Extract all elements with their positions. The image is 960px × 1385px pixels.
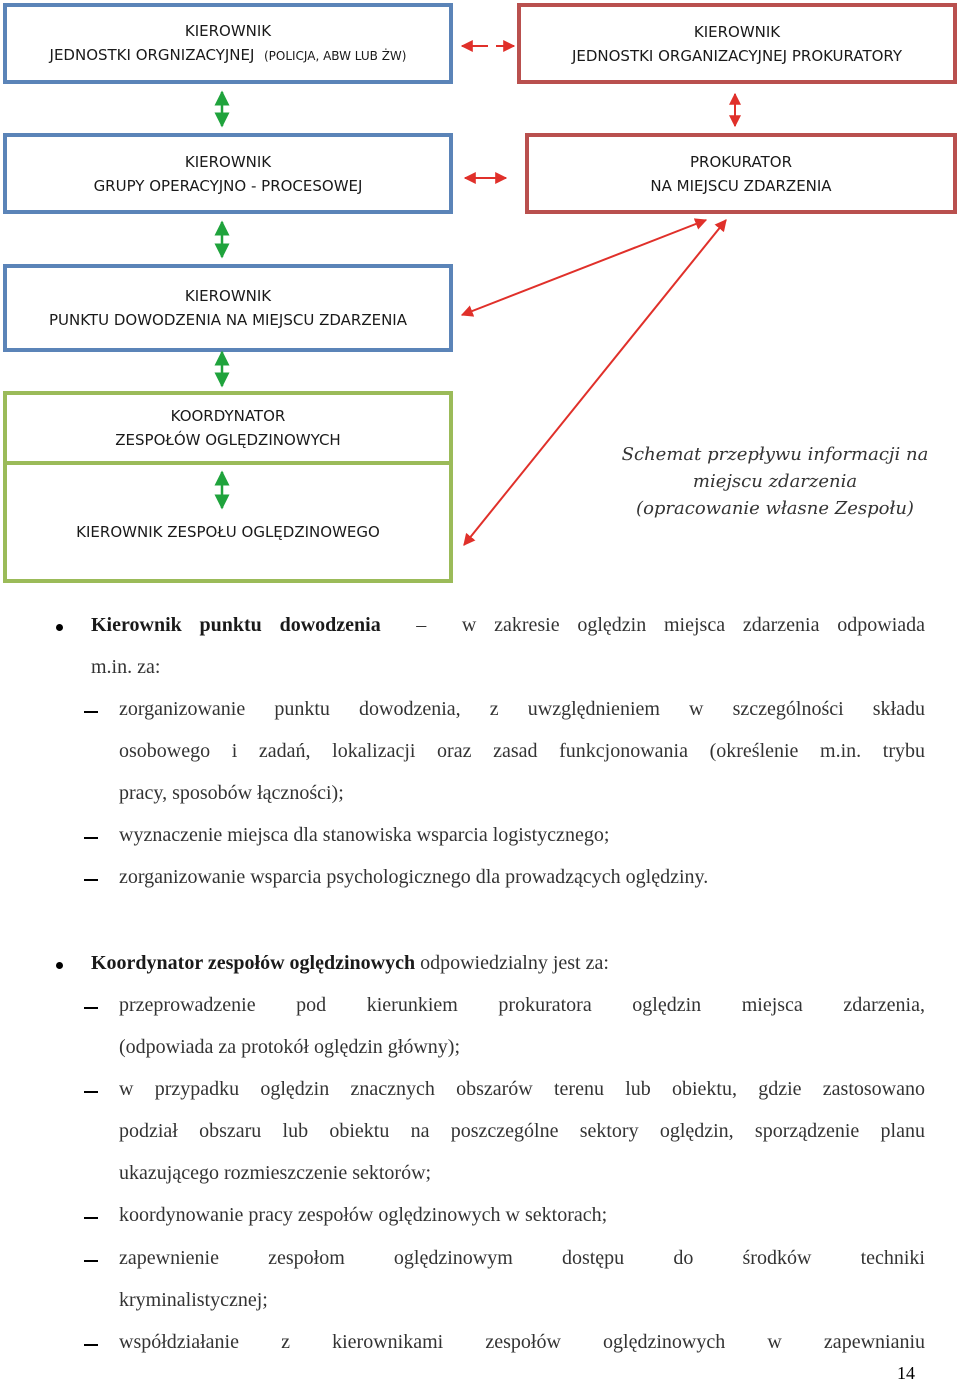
dash-2-4 xyxy=(84,1260,98,1262)
section2-heading xyxy=(91,952,609,975)
box-group-line1: KIEROWNIK xyxy=(184,152,272,171)
box-prosecution-line1: KIEROWNIK xyxy=(693,22,781,41)
box-prosecutor-line2: NA MIEJSCU ZDARZENIA xyxy=(650,176,832,195)
box-police-line2-small: (POLICJA, ABW LUB ŻW) xyxy=(263,49,407,63)
box-team-line1: KIEROWNIK ZESPOŁU OGLĘDZINOWEGO xyxy=(76,523,380,541)
dash-2-1 xyxy=(84,1007,98,1009)
box-prosecution-line2: JEDNOSTKI ORGANIZACYJNEJ PROKURATORY xyxy=(571,46,903,65)
s1-item1-line1: zorganizowanie punktu dowodzenia, z uwzględnieniem w szczególności składu xyxy=(119,698,925,720)
box-coordinator-line2: ZESPOŁÓW OGLĘDZINOWYCH xyxy=(115,431,341,449)
dash-1-1 xyxy=(84,711,98,713)
s2-item5-line1: współdziałanie z kierownikami zespołów oględzinowych w zapewnianiu xyxy=(119,1331,925,1353)
box-command-line2: PUNKTU DOWODZENIA NA MIEJSCU ZDARZENIA xyxy=(49,311,407,329)
box-police-line1: KIEROWNIK xyxy=(184,22,272,40)
section1-heading-cont: m.in. za: xyxy=(91,656,161,678)
section2-heading-bold: Koordynator zespołów oględzinowych xyxy=(91,952,416,974)
section2-heading-rest: odpowiedzialny jest za: xyxy=(420,952,609,974)
s2-item4-line2: kryminalistycznej; xyxy=(119,1289,268,1311)
box-police-line2: JEDNOSTKI ORGNIZACYJNEJ xyxy=(49,46,255,64)
s2-item2-line1: w przypadku oględzin znacznych obszarów terenu lub obiektu, gdzie zastosowano xyxy=(119,1078,925,1100)
box-command-line1: KIEROWNIK xyxy=(184,287,272,305)
caption-line3: (opracowanie własne Zespołu) xyxy=(636,498,914,519)
caption-line2: miejscu zdarzenia xyxy=(692,471,858,492)
section1-heading-rest: w zakresie oględzin miejsca zdarzenia odpowiada xyxy=(461,614,926,636)
dash-1-2 xyxy=(84,837,98,839)
section1-heading: Kierownik punktu dowodzenia – w zakresie oględzin miejsca zdarzenia odpowiada xyxy=(91,614,926,636)
bullet-2 xyxy=(56,962,63,969)
s2-item1-line2: (odpowiada za protokół oględzin główny); xyxy=(119,1036,461,1058)
dash-2-2 xyxy=(84,1091,98,1093)
s1-item1-line3: pracy, sposobów łączności); xyxy=(119,782,344,804)
s1-item2-line1: wyznaczenie miejsca dla stanowiska wsparcia logistycznego; xyxy=(119,824,610,846)
s2-item4-line1: zapewnienie zespołom oględzinowym dostępu do środków techniki xyxy=(119,1247,925,1269)
diagram-arrows xyxy=(0,0,960,620)
arrow-prosecutor-command xyxy=(462,220,706,315)
box-coordinator-line1: KOORDYNATOR xyxy=(170,407,286,425)
box-group-line2: GRUPY OPERACYJNO - PROCESOWEJ xyxy=(93,176,363,195)
s2-item2-line3: ukazującego rozmieszczenie sektorów; xyxy=(119,1162,432,1184)
s2-item3-line1: koordynowanie pracy zespołów oględzinowych w sektorach; xyxy=(119,1204,608,1226)
page-number: 14 xyxy=(897,1363,915,1383)
s1-item1-line2: osobowego i zadań, lokalizacji oraz zasad funkcjonowania (określenie m.in. trybu xyxy=(119,740,925,762)
s1-item3-line1: zorganizowanie wsparcia psychologicznego dla prowadzących oględziny. xyxy=(119,866,709,888)
s2-item2-line2: podział obszaru lub obiektu na poszczególne sektory oględzin, sporządzenie planu xyxy=(119,1120,925,1142)
dash-1-3 xyxy=(84,879,98,881)
box-prosecutor-line1: PROKURATOR xyxy=(690,152,792,171)
section1-heading-bold: Kierownik punktu dowodzenia xyxy=(91,614,381,636)
dash-2-3 xyxy=(84,1217,98,1219)
dash-2-5 xyxy=(84,1344,98,1346)
diagram-caption xyxy=(595,441,955,522)
bullet-1 xyxy=(56,624,63,631)
s2-item1-line1: przeprowadzenie pod kierunkiem prokuratora oględzin miejsca zdarzenia, xyxy=(119,994,925,1016)
caption-line1: Schemat przepływu informacji na xyxy=(621,444,929,465)
